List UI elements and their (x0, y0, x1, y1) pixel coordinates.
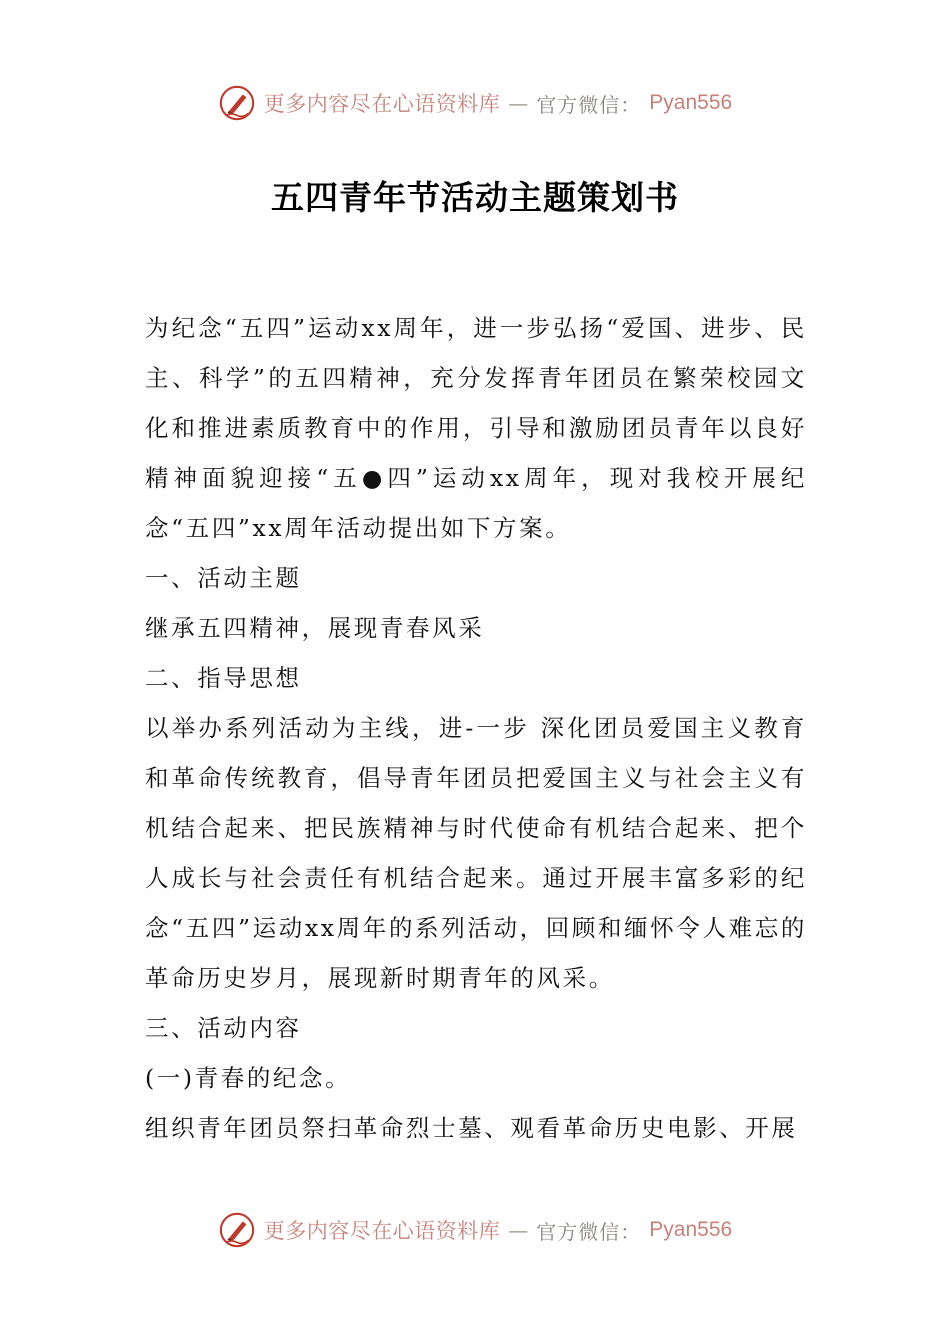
ideology-paragraph: 以举办系列活动为主线，进-一步 深化团员爱国主义教育和革命传统教育，倡导青年团员把爱国主义与社会主义有机结合起来、把民族精神与时代使命有机结合起来、把个人成长与社会责任有机结合起来。通过开展丰富多彩的纪念“五四”运动xx周年的系列活动，回顾和缅怀令人难忘的革命历史岁月，展现新时期青年的风采。 (145, 714, 807, 992)
pen-logo-icon (218, 84, 256, 122)
footer-watermark (0, 1210, 950, 1250)
heading-activity-theme: 一、活动主题 (145, 564, 302, 592)
document-title: 五四青年节活动主题策划书 (271, 178, 679, 217)
watermark-label: 官方微信： (536, 92, 642, 117)
watermark-brand: 更多内容尽在心语资料库 (263, 92, 501, 116)
watermark-dash: — (508, 1218, 529, 1242)
watermark-dash: — (508, 91, 529, 115)
document-body (145, 303, 807, 1153)
content-paragraph: 组织青年团员祭扫革命烈士墓、观看革命历史电影、开展 (145, 1114, 798, 1142)
watermark-brand: 更多内容尽在心语资料库 (263, 1219, 501, 1243)
watermark-label: 官方微信： (536, 1219, 642, 1244)
theme-text: 继承五四精神，展现青春风采 (145, 614, 485, 642)
watermark-account: Pyan556 (649, 1218, 733, 1241)
heading-activity-content: 三、活动内容 (145, 1014, 302, 1042)
pen-logo-icon (218, 1211, 256, 1249)
heading-guiding-ideology: 二、指导思想 (145, 664, 302, 692)
subheading-youth-commemoration: (一)青春的纪念。 (145, 1064, 352, 1092)
header-watermark (0, 83, 950, 123)
watermark-account: Pyan556 (649, 91, 733, 114)
intro-paragraph: 为纪念“五四”运动xx周年，进一步弘扬“爱国、进步、民主、科学”的五四精神，充分发挥青年团员在繁荣校园文化和推进素质教育中的作用，引导和激励团员青年以良好精神面貌迎接“五●四”运动xx周年，现对我校开展纪念“五四”xx周年活动提出如下方案。 (145, 314, 807, 542)
